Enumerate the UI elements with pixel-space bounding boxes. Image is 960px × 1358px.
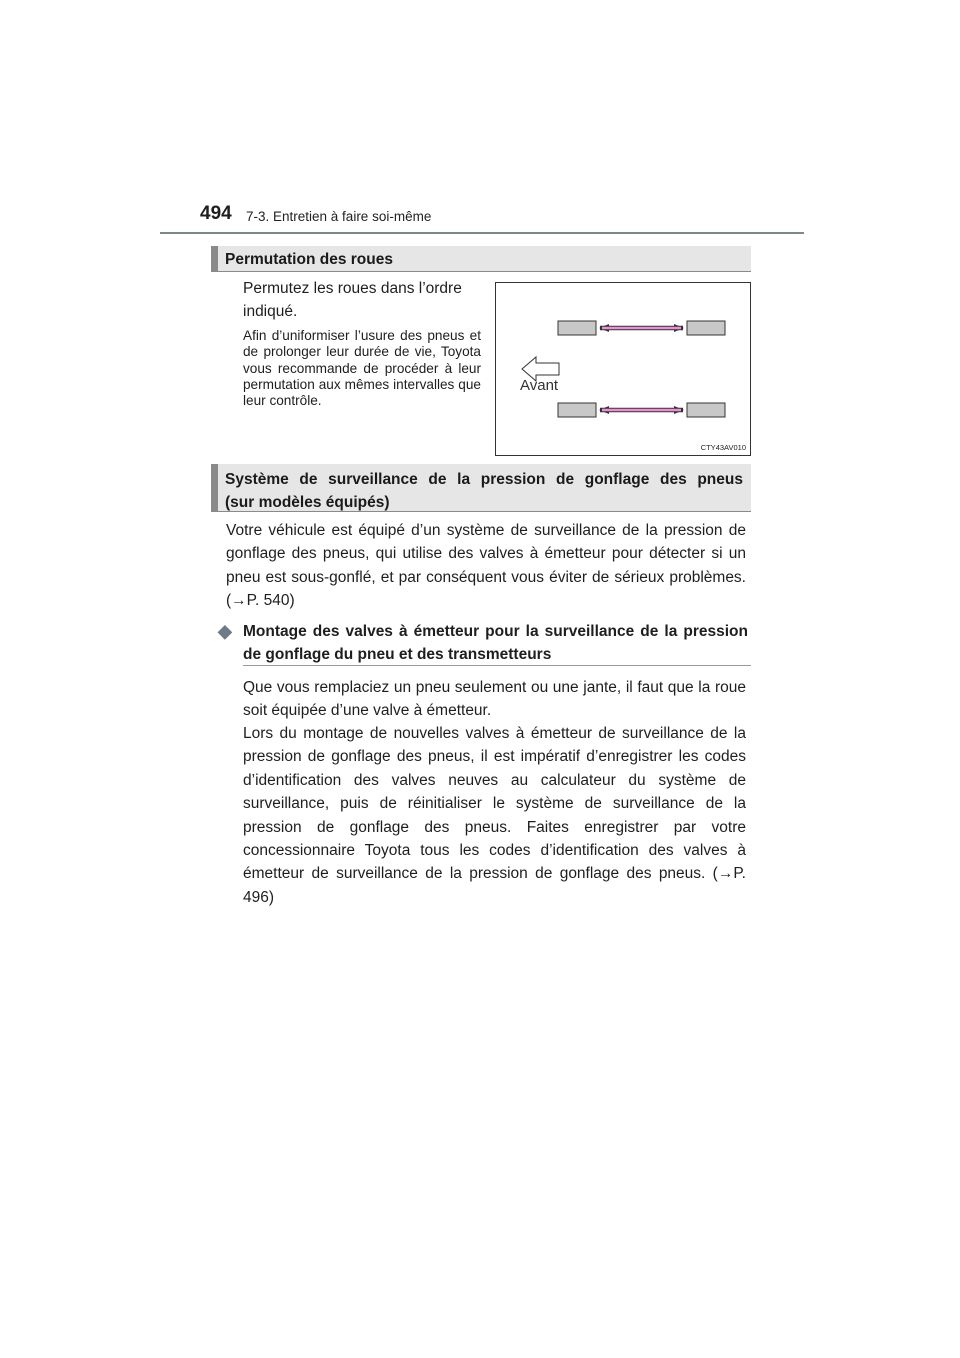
section-heading-line1: Système de surveillance de la pression de gonflage des pneus: [225, 471, 743, 488]
header-rule: [160, 232, 804, 234]
tire-rotation-figure: [495, 282, 751, 456]
figure-code: CTY43AV010: [700, 443, 746, 452]
subsection-heading: [218, 620, 748, 667]
diamond-bullet-icon: ◆: [218, 621, 232, 641]
tire-rear-right: [687, 403, 725, 417]
subsection-rule: [243, 665, 751, 666]
front-label: Avant: [520, 377, 559, 394]
section-heading-line2: (sur modèles équipés): [225, 494, 390, 511]
tire-rotation-diagram: [496, 283, 752, 457]
rotation-note: Afin d’uniformiser l’usure des pneus et de prolonger leur durée de vie, Toyota vous recommande de procéder à leur permutation aux mêmes intervalles que leur contrôle.: [243, 328, 481, 409]
rotation-instruction: Permutez les roues dans l’ordre indiqué.: [243, 280, 462, 321]
tpms-paragraph: Votre véhicule est équipé d’un système de surveillance de la pression de gonflage des pneus, qui utilise des valves à émetteur pour détecter si un pneu est sous-gonflé, et par conséquent vous éviter de sérieux problèmes. (→P. 540): [226, 522, 746, 610]
tire-front-right: [558, 403, 596, 417]
subsection-paragraph-2: Lors du montage de nouvelles valves à émetteur de surveillance de la pression de gonflage des pneus, il est impératif d’enregistrer les codes d’identification des valves neuves au calculateur du système de surveillance, puis de réinitialiser le système de surveillance de la pression de gonflage des pneus. Faites enregistrer par votre concessionnaire Toyota tous les codes d’identification des valves à émetteur de surveillance de la pression de gonflage des pneus. (→P. 496): [243, 725, 746, 906]
section-heading-tire-rotation: [211, 246, 751, 272]
chapter-title: 7-3. Entretien à faire soi-même: [246, 209, 432, 224]
tire-rear-left: [687, 321, 725, 335]
page-number: 494: [200, 203, 232, 224]
section-heading-text: Permutation des roues: [225, 251, 393, 268]
subsection-heading-text: Montage des valves à émetteur pour la surveillance de la pression de gonflage du pneu et des transmetteurs: [243, 623, 748, 664]
subsection-paragraph-1: Que vous remplaciez un pneu seulement ou une jante, il faut que la roue soit équipée d’une valve à émetteur.: [243, 679, 746, 720]
section-heading-tpms: [211, 464, 751, 512]
tire-front-left: [558, 321, 596, 335]
